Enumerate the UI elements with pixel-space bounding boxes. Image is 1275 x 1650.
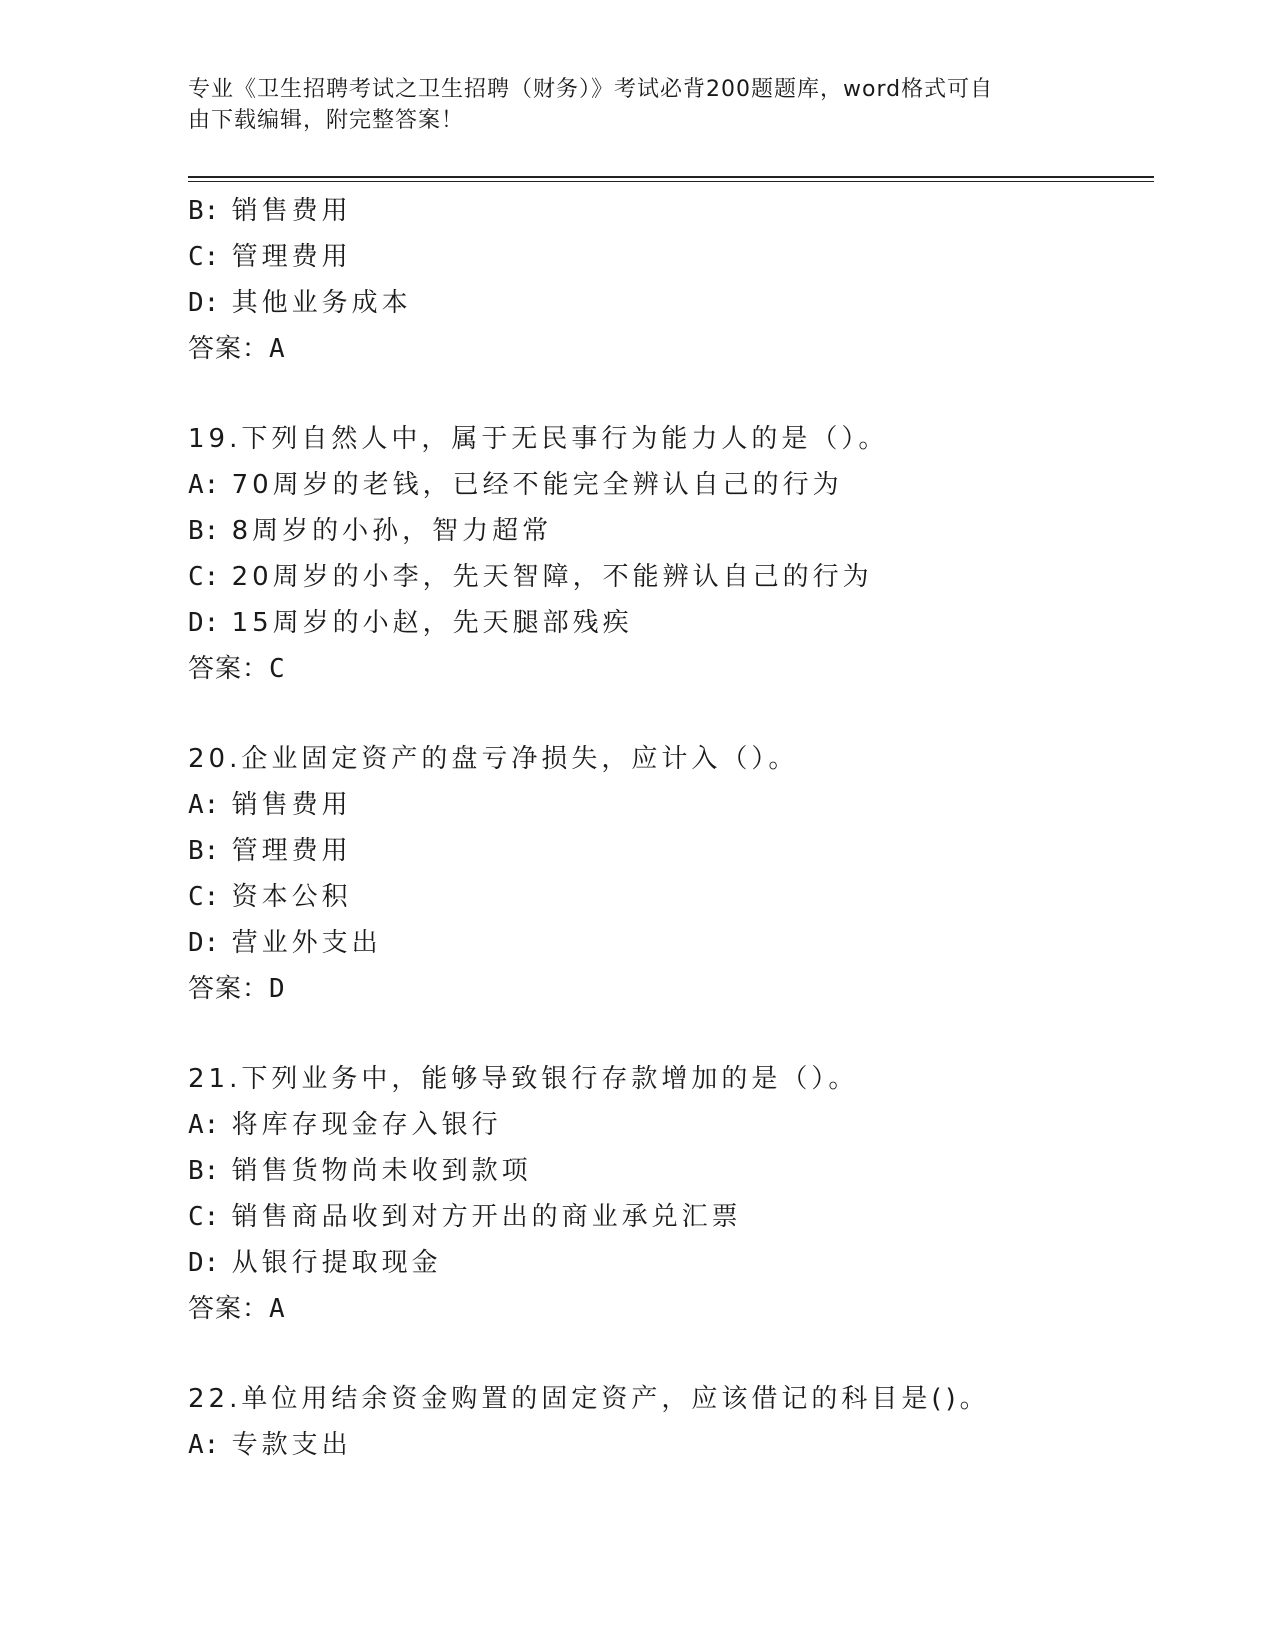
option-d	[188, 920, 1154, 966]
option-a	[188, 1422, 1154, 1468]
option-key: D:	[188, 1248, 220, 1278]
answer-label: 答案：	[188, 334, 270, 364]
option-key: B:	[188, 1156, 220, 1186]
option-text: 营业外支出	[231, 928, 382, 958]
question-stem: 19.下列自然人中，属于无民事行为能力人的是（）。	[188, 424, 889, 454]
option-a	[188, 782, 1154, 828]
option-text: 销售货物尚未收到款项	[231, 1156, 532, 1186]
option-key: A:	[188, 1430, 220, 1460]
answer-label: 答案：	[188, 1294, 270, 1324]
option-d	[188, 600, 1154, 646]
answer-label: 答案：	[188, 654, 270, 684]
answer-line	[188, 326, 1154, 372]
option-d	[188, 1240, 1154, 1286]
question-18-carryover	[188, 188, 1154, 372]
option-a	[188, 1102, 1154, 1148]
answer-label: 答案：	[188, 974, 270, 1004]
option-key: D:	[188, 928, 220, 958]
answer-value: C	[269, 654, 286, 684]
option-text: 其他业务成本	[231, 288, 412, 318]
option-text: 从银行提取现金	[231, 1248, 442, 1278]
option-text: 管理费用	[231, 836, 352, 866]
header-divider-thin	[188, 181, 1154, 182]
question-22	[188, 1376, 1154, 1468]
option-c	[188, 874, 1154, 920]
option-a	[188, 462, 1154, 508]
option-b	[188, 508, 1154, 554]
header-line-1: 专业《卫生招聘考试之卫生招聘（财务）》考试必背200题题库，word格式可自	[188, 77, 994, 102]
option-text: 销售费用	[231, 196, 352, 226]
question-21	[188, 1056, 1154, 1332]
option-key: C:	[188, 882, 220, 912]
option-text: 销售商品收到对方开出的商业承兑汇票	[231, 1202, 742, 1232]
answer-line	[188, 966, 1154, 1012]
question-spacer	[188, 1012, 1154, 1056]
option-key: D:	[188, 608, 220, 638]
option-key: A:	[188, 470, 220, 500]
answer-line	[188, 646, 1154, 692]
option-key: C:	[188, 562, 220, 592]
answer-value: A	[269, 1294, 286, 1324]
answer-value: D	[269, 974, 286, 1004]
option-key: B:	[188, 196, 220, 226]
option-c	[188, 1194, 1154, 1240]
question-list	[188, 188, 1154, 1468]
option-key: B:	[188, 836, 220, 866]
option-b	[188, 1148, 1154, 1194]
question-stem: 22.单位用结余资金购置的固定资产，应该借记的科目是()。	[188, 1384, 990, 1414]
option-d	[188, 280, 1154, 326]
option-b	[188, 188, 1154, 234]
question-spacer	[188, 1332, 1154, 1376]
question-stem: 21.下列业务中，能够导致银行存款增加的是（）。	[188, 1064, 859, 1094]
option-key: A:	[188, 1110, 220, 1140]
option-c	[188, 554, 1154, 600]
option-b	[188, 828, 1154, 874]
option-text: 70周岁的老钱，已经不能完全辨认自己的行为	[231, 470, 843, 500]
option-key: C:	[188, 242, 220, 272]
option-c	[188, 234, 1154, 280]
header-divider-thick	[188, 176, 1154, 178]
question-spacer	[188, 372, 1154, 416]
question-19	[188, 416, 1154, 692]
question-stem: 20.企业固定资产的盘亏净损失，应计入（）。	[188, 744, 799, 774]
header-line-2: 由下载编辑，附完整答案！	[188, 108, 465, 133]
option-text: 销售费用	[231, 790, 352, 820]
answer-line	[188, 1286, 1154, 1332]
question-spacer	[188, 692, 1154, 736]
question-20	[188, 736, 1154, 1012]
option-text: 资本公积	[231, 882, 352, 912]
option-key: A:	[188, 790, 220, 820]
option-text: 20周岁的小李，先天智障，不能辨认自己的行为	[231, 562, 873, 592]
option-text: 8周岁的小孙，智力超常	[231, 516, 553, 546]
option-key: C:	[188, 1202, 220, 1232]
option-key: B:	[188, 516, 220, 546]
option-text: 管理费用	[231, 242, 352, 272]
answer-value: A	[269, 334, 286, 364]
option-key: D:	[188, 288, 220, 318]
option-text: 专款支出	[231, 1430, 352, 1460]
document-header	[188, 74, 1068, 136]
option-text: 将库存现金存入银行	[231, 1110, 502, 1140]
option-text: 15周岁的小赵，先天腿部残疾	[231, 608, 633, 638]
